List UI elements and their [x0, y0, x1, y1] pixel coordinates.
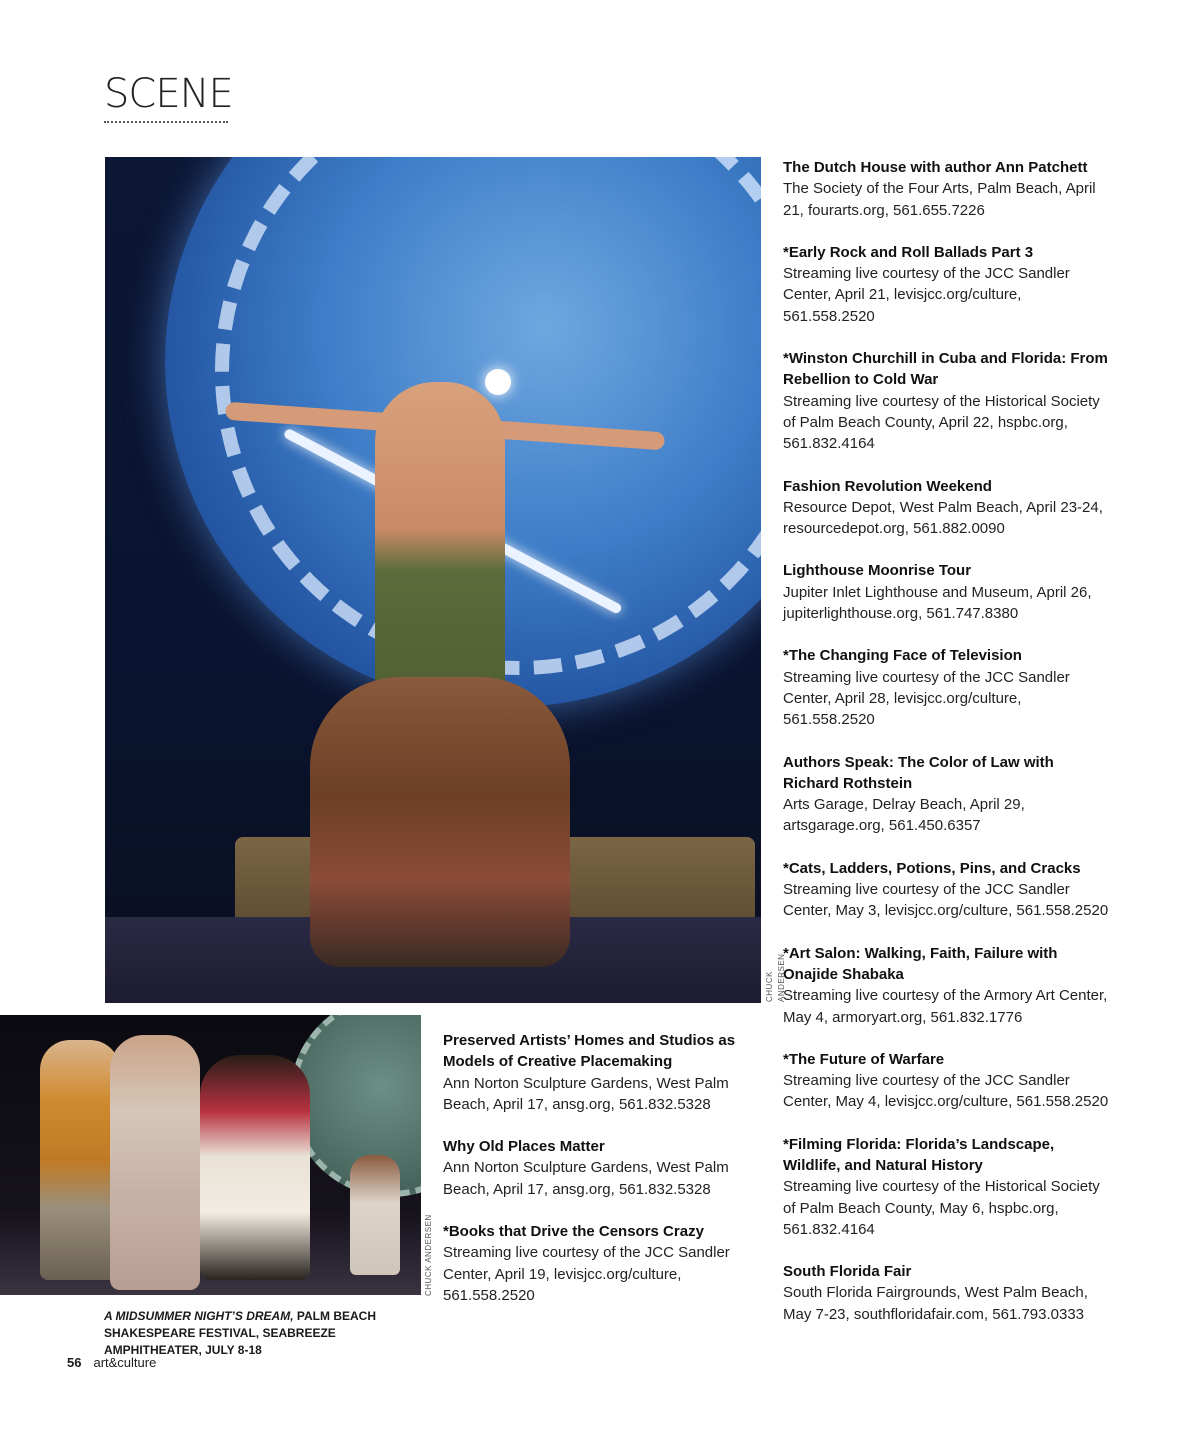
event-details: Resource Depot, West Palm Beach, April 23-24, resourcedepot.org, 561.882.0090 [783, 498, 1103, 538]
event-item [783, 157, 1113, 221]
event-item [443, 1136, 763, 1200]
event-list-right [783, 157, 1113, 1346]
event-item [783, 943, 1113, 1028]
event-item [443, 1030, 763, 1115]
clock-center [485, 369, 511, 395]
actor-seated-background [350, 1155, 400, 1275]
event-details: The Society of the Four Arts, Palm Beach, April 21, fourarts.org, 561.655.7226 [783, 180, 1096, 219]
event-item [783, 1261, 1113, 1325]
event-item [783, 858, 1113, 922]
event-title: Fashion Revolution Weekend [783, 477, 992, 495]
event-title: South Florida Fair [783, 1263, 912, 1281]
event-details: Jupiter Inlet Lighthouse and Museum, April 26, jupiterlighthouse.org, 561.747.8380 [783, 583, 1092, 623]
event-details: Streaming live courtesy of the JCC Sandler Center, May 4, levisjcc.org/culture, 561.558.2520 [783, 1072, 1109, 1111]
section-title: SCENE [104, 71, 233, 117]
publication-name: art&culture [93, 1355, 157, 1370]
event-title: Preserved Artists’ Homes and Studios as Models of Creative Placemaking [443, 1032, 736, 1071]
actor-red-scarf [200, 1055, 310, 1280]
actor-lace-costume [110, 1035, 200, 1290]
event-title: The Dutch House with author Ann Patchett [783, 159, 1088, 176]
event-title: *Books that Drive the Censors Crazy [443, 1223, 704, 1241]
event-details: Streaming live courtesy of the JCC Sandler Center, April 28, levisjcc.org/culture, 561.558.2520 [783, 668, 1070, 729]
event-item [783, 348, 1113, 454]
event-details: Streaming live courtesy of the Historical Society of Palm Beach County, May 6, hspbc.org, 561.832.4164 [783, 1178, 1100, 1238]
event-title: *Cats, Ladders, Potions, Pins, and Cracks [783, 859, 1081, 877]
event-details: Streaming live courtesy of the Historical Society of Palm Beach County, April 22, hspbc.org, 561.832.4164 [783, 392, 1100, 453]
event-details: South Florida Fairgrounds, West Palm Beach, May 7-23, southfloridafair.com, 561.793.0333 [783, 1284, 1088, 1323]
photo-caption [104, 1308, 394, 1359]
event-title: *The Changing Face of Television [783, 647, 1022, 665]
event-details: Streaming live courtesy of the Armory Art Center, May 4, armoryart.org, 561.832.1776 [783, 987, 1108, 1026]
event-title: *Winston Churchill in Cuba and Florida: From Rebellion to Cold War [783, 350, 1108, 389]
event-item [783, 1134, 1113, 1240]
event-details: Streaming live courtesy of the JCC Sandler Center, April 21, levisjcc.org/culture, 561.558.2520 [783, 265, 1070, 325]
event-details: Ann Norton Sculpture Gardens, West Palm Beach, April 17, ansg.org, 561.832.5328 [443, 1074, 729, 1113]
caption-details: PALM BEACH SHAKESPEARE FESTIVAL, SEABREEZE AMPHITHEATER, JULY 8-18 [104, 1309, 377, 1357]
event-title: Authors Speak: The Color of Law with Richard Rothstein [783, 753, 1054, 792]
event-list-left [443, 1030, 763, 1327]
event-title: *Art Salon: Walking, Faith, Failure with Onajide Shabaka [783, 944, 1058, 983]
event-item [443, 1221, 763, 1306]
event-details: Streaming live courtesy of the JCC Sandler Center, April 19, levisjcc.org/culture, 561.558.2520 [443, 1244, 730, 1304]
event-title: Lighthouse Moonrise Tour [783, 562, 972, 580]
event-title: Why Old Places Matter [443, 1138, 605, 1156]
event-title: *The Future of Warfare [783, 1050, 945, 1068]
event-item [783, 645, 1113, 730]
title-rule [104, 121, 228, 123]
caption-play-title: A MIDSUMMER NIGHT’S DREAM, [104, 1309, 294, 1323]
main-photo-credit: CHUCK ANDERSEN [765, 953, 786, 1002]
actor-yellow-shirt [40, 1040, 120, 1280]
event-item [783, 476, 1113, 540]
event-details: Streaming live courtesy of the JCC Sandler Center, May 3, levisjcc.org/culture, 561.558.2520 [783, 881, 1109, 920]
event-item [783, 1049, 1113, 1113]
page-footer [67, 1354, 156, 1372]
page-number: 56 [67, 1355, 82, 1370]
event-title: *Filming Florida: Florida’s Landscape, Wildlife, and Natural History [783, 1135, 1055, 1174]
second-photo [0, 1015, 421, 1295]
actor-seated [310, 677, 570, 967]
event-details: Ann Norton Sculpture Gardens, West Palm Beach, April 17, ansg.org, 561.832.5328 [443, 1159, 729, 1198]
event-details: Arts Garage, Delray Beach, April 29, artsgarage.org, 561.450.6357 [783, 796, 1025, 835]
main-photo [105, 157, 761, 1003]
event-item [783, 242, 1113, 327]
second-photo-credit: CHUCK ANDERSEN [424, 1214, 433, 1296]
event-item [783, 560, 1113, 624]
event-title: *Early Rock and Roll Ballads Part 3 [783, 243, 1034, 261]
event-item [783, 752, 1113, 837]
